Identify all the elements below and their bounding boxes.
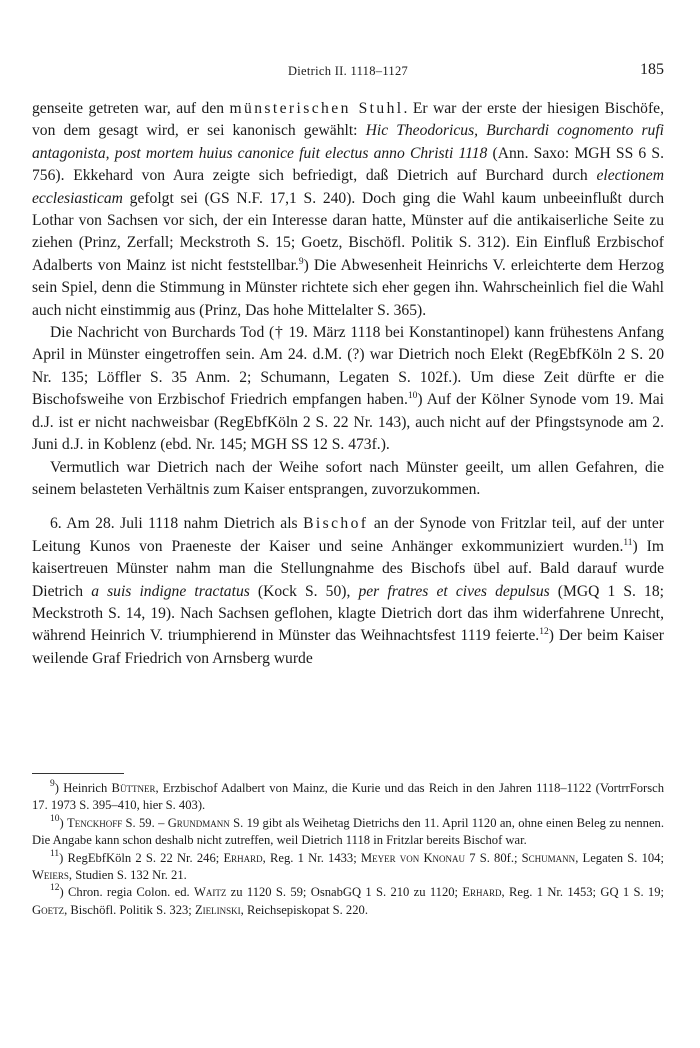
- text-span: (Ann. Saxo: MGH SS 6 S. 756). Ekkehard von Aura zeigte sich befriedigt, daß Dietrich auf Burchard durch: [32, 144, 664, 185]
- author-name: Waitz: [193, 885, 227, 900]
- footnote-number: 12: [50, 883, 60, 894]
- spaced-text: Bischof: [303, 515, 369, 533]
- footnote-number: 9: [50, 779, 55, 789]
- footnote-12: [32, 884, 664, 919]
- page-header: [32, 61, 664, 86]
- text-span: . Er war der erste der hiesigen Bischöfe, von dem gesagt wird, er sei kanonisch gewählt:: [32, 100, 664, 140]
- footnote-ref: 11: [623, 537, 633, 548]
- text-span: , Reg. 1 Nr. 1453; GQ 1 S. 19;: [501, 885, 664, 900]
- paragraph-3: Vermutlich war Dietrich nach der Weihe sofort nach Münster geeilt, um allen Gefahren, die seinem belasteten Verhältnis zum Kaiser entsprangen, zuvorzukommen.: [32, 458, 664, 498]
- text-span: (MGQ 1 S. 18; Meckstroth S. 14, 19). Nach Sachsen geflohen, klagte Dietrich dort das ihm widerfahrene Unrecht, während Heinrich V. triumphierend in Münster das Weihnachtsfest 1119 feierte.: [32, 582, 664, 645]
- author-name: Erhard: [462, 885, 502, 900]
- footnote-ref: 12: [539, 627, 549, 638]
- author-name: Büttner: [111, 781, 156, 795]
- text-span: genseite getreten war, auf den: [32, 100, 230, 117]
- text-span: , Bischöfl. Politik S. 323;: [64, 902, 195, 917]
- author-name: Zielinski: [194, 902, 241, 917]
- text-span: S. 19 gibt als Weihetag Dietrichs den 11. April 1120 an, ohne einen Beleg zu nennen. Die Angabe kann schon deshalb nicht zutreffen, weil Dietrich 1118 in Fritzlar bereits Bischof war.: [32, 815, 664, 848]
- author-name: Weiers: [32, 868, 69, 883]
- spaced-text: münsterischen Stuhl: [229, 100, 404, 117]
- text-span: (Kock S. 50),: [249, 582, 359, 600]
- text-span: 7 S. 80f.;: [465, 850, 522, 865]
- latin-quote: Hic Theodoricus, Burchardi cognomento rufi antagonista, post mortem huius canonice fuit electus anno Christi 1118: [32, 122, 665, 162]
- latin-phrase: a suis indigne tractatus: [91, 582, 250, 600]
- text-span: ) Chron. regia Colon. ed.: [59, 885, 194, 900]
- text-span: an der Synode von Fritzlar teil, auf der unter Leitung Kunos von Praeneste der Kaiser und seine Anhänger exkommuniziert wurden.: [32, 515, 664, 555]
- footnote-ref: 10: [407, 391, 418, 402]
- text-span: , Legaten S. 104;: [575, 850, 664, 865]
- text-span: S. 59. –: [122, 815, 168, 830]
- page-number: 185: [640, 61, 664, 78]
- footnote-number: 11: [50, 848, 60, 859]
- text-span: , Studien S. 132 Nr. 21.: [68, 868, 187, 883]
- running-title: Dietrich II. 1118–1127: [287, 64, 409, 78]
- footnote-11: [32, 850, 664, 885]
- main-text: [32, 98, 664, 670]
- footnote-number: 10: [50, 813, 60, 824]
- text-span: ) RegEbfKöln 2 S. 22 Nr. 246;: [59, 850, 224, 865]
- author-name: Erhard: [223, 850, 263, 865]
- text-span: ) Im kaisertreuen Münster nahm man die Stellungnahme des Bischofs übel auf. Bald darauf wurde Dietrich: [32, 537, 664, 600]
- text-span: ) Auf der Kölner Synode vom 19. Mai d.J. ist er nicht nachweisbar (RegEbfKöln 2 S. 22 Nr. 143), auch nicht auf der Pfingstsynode am 2. Juni d.J. in Koblenz (ebd. Nr. 145; MGH SS 12 S. 473f.).: [32, 391, 664, 454]
- text-span: ) Heinrich: [54, 781, 112, 795]
- text-span: ) Der beim Kaiser weilende Graf Friedrich von Arnsberg wurde: [32, 627, 664, 667]
- text-span: 6. Am 28. Juli 1118 nahm Dietrich als: [50, 515, 304, 533]
- author-name: Goetz: [32, 902, 65, 917]
- text-span: ) Die Abwesenheit Heinrichs V. erleichterte dem Herzog sein Spiel, denn die Stimmung in Münster richtete sich eher gegen ihn. Wahrscheinlich fiel die Wahl auch nicht einstimmig aus (Prinz, Das hohe Mittelalter S. 365).: [32, 256, 664, 319]
- paragraph-4: [32, 513, 664, 670]
- paragraph-2: [32, 322, 664, 456]
- author-name: Meyer von Knonau: [360, 850, 466, 865]
- author-name: Schumann: [521, 850, 576, 865]
- text-span: Die Nachricht von Burchards Tod († 19. März 1118 bei Konstantinopel) kann frühestens Anfang April in Münster eingetroffen sein. Am 24. d.M. (?) war Dietrich noch Elekt (RegEbfKöln 2 S. 20 Nr. 135; Löffler S. 35 Anm. 2; Schumann, Legaten S. 102f.). Um diese Zeit dürfte er die Bischofsweihe von Erzbischof Friedrich empfangen haben.: [32, 324, 664, 409]
- footnote-10: [32, 815, 664, 850]
- latin-phrase: per fratres et cives depulsus: [358, 582, 550, 600]
- author-name: Grundmann: [167, 815, 230, 830]
- text-span: gefolgt sei (GS N.F. 17,1 S. 240). Doch ging die Wahl kaum unbeeinflußt durch Lothar von Sachsen vor sich, der ein Interesse daran hatte, Münster auf die antikaiserliche Seite zu ziehen (Prinz, Zerfall; Meckstroth S. 15; Goetz, Bischöfl. Politik S. 312). Ein Einfluß Erzbischof Adalberts von Mainz ist nicht feststellbar.: [32, 189, 664, 274]
- text-span: , Erzbischof Adalbert von Mainz, die Kurie und das Reich in den Jahren 1118–1122 (VortrrForsch 17. 1973 S. 395–410, hier S. 403).: [32, 781, 664, 813]
- text-span: ): [59, 815, 68, 830]
- paragraph-1: [32, 98, 664, 322]
- author-name: Tenckhoff: [67, 815, 123, 830]
- footnotes: [32, 780, 664, 919]
- footnote-9: [32, 780, 664, 815]
- text-span: zu 1120 S. 59; OsnabGQ 1 S. 210 zu 1120;: [226, 885, 463, 900]
- footnote-ref: 9: [298, 256, 304, 267]
- text-span: , Reichsepiskopat S. 220.: [240, 902, 368, 917]
- latin-phrase: electionem ecclesiasticam: [32, 167, 664, 207]
- text-span: , Reg. 1 Nr. 1433;: [262, 850, 361, 865]
- footnote-divider: [32, 773, 124, 774]
